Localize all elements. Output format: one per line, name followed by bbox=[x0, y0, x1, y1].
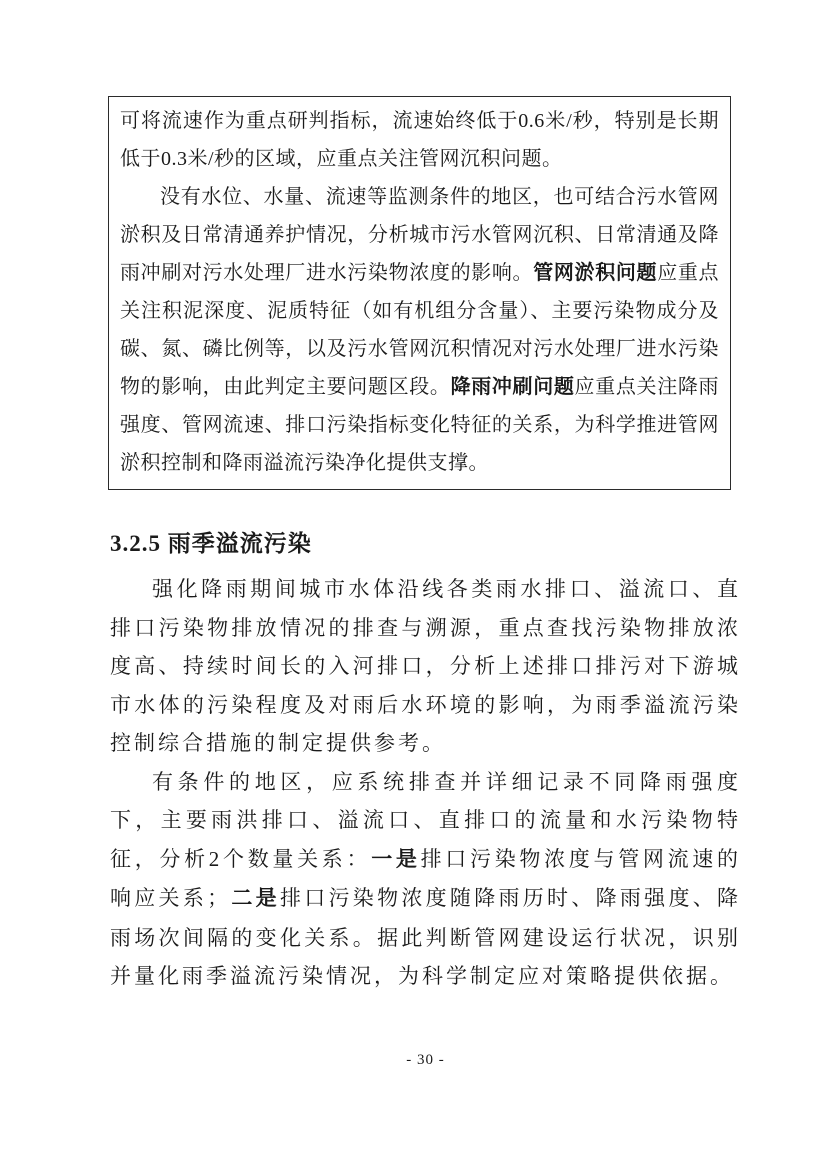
body-paragraph-1: 强化降雨期间城市水体沿线各类雨水排口、溢流口、直排口污染物排放情况的排查与溯源，重点查找污染物排放浓度高、持续时间长的入河排口，分析上述排口排污对下游城市水体的污染程度及对雨后水环境的影响，为雨季溢流污染控制综合措施的制定提供参考。 bbox=[110, 577, 741, 755]
page-number: - 30 - bbox=[406, 1052, 445, 1068]
callout-paragraph-1: 可将流速作为重点研判指标，流速始终低于0.6米/秒，特别是长期低于0.3米/秒的区域，应重点关注管网沉积问题。 bbox=[120, 110, 719, 170]
callout-box bbox=[108, 96, 731, 490]
section-heading: 3.2.5 雨季溢流污染 bbox=[110, 531, 312, 556]
section-body bbox=[110, 570, 741, 996]
callout-paragraph-2: 没有水位、水量、流速等监测条件的地区，也可结合污水管网淤积及日常清通养护情况，分析城市污水管网沉积、日常清通及降雨冲刷对污水处理厂进水污染物浓度的影响。管网淤积问题应重点关注积泥深度、泥质特征（如有机组分含量）、主要污染物成分及碳、氮、磷比例等，以及污水管网沉积情况对污水处理厂进水污染物的影响，由此判定主要问题区段。降雨冲刷问题应重点关注降雨强度、管网流速、排口污染指标变化特征的关系，为科学推进管网淤积控制和降雨溢流污染净化提供支撑。 bbox=[120, 186, 720, 474]
body-paragraph-2: 有条件的地区，应系统排查并详细记录不同降雨强度下，主要雨洪排口、溢流口、直排口的流量和水污染物特征，分析2个数量关系：一是排口污染物浓度与管网流速的响应关系；二是排口污染物浓度随降雨历时、降雨强度、降雨场次间隔的变化关系。据此判断管网建设运行状况，识别并量化雨季溢流污染情况，为科学制定应对策略提供依据。 bbox=[110, 769, 742, 988]
